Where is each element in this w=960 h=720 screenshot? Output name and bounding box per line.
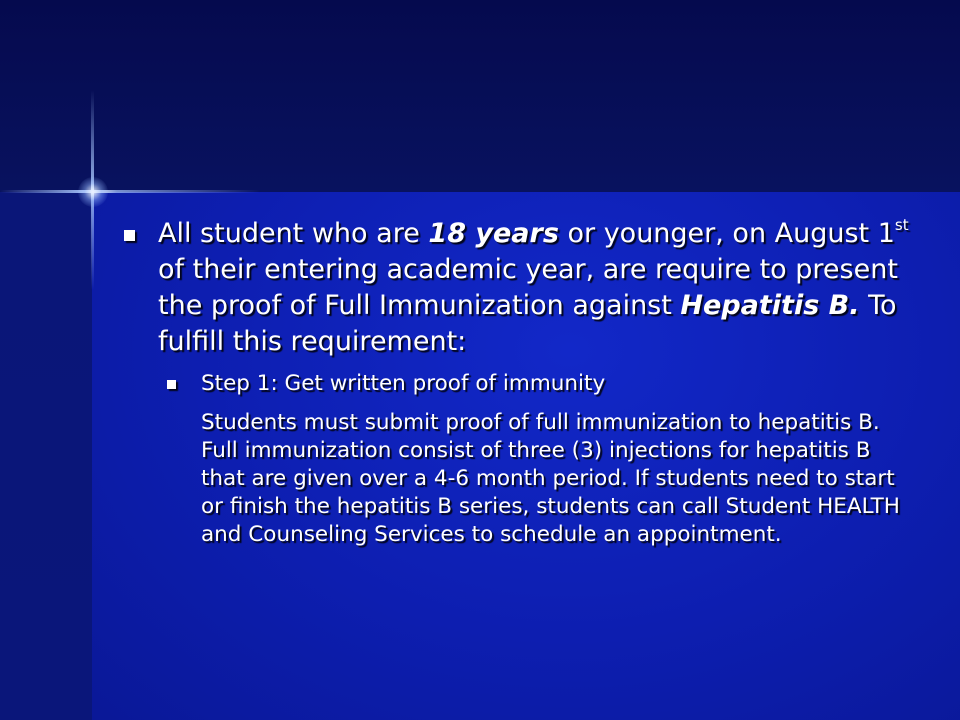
age-emphasis: 18 years — [428, 218, 559, 249]
background-left-strip — [0, 192, 92, 720]
bullet-requirement-text: To fulfill this requirement: — [158, 290, 897, 357]
background-top-band — [0, 0, 960, 192]
bullet-step-1 — [164, 370, 920, 397]
step-1-label: Step 1: Get written proof of immunity — [201, 371, 606, 396]
bullet-requirement — [120, 216, 920, 360]
bullet-requirement-text: or younger, on August 1 — [558, 218, 895, 249]
light-flare-glow — [78, 177, 108, 207]
light-flare-horizontal — [0, 190, 260, 193]
step-1-description: Students must submit proof of full immunization to hepatitis B. Full immunization consist of three (3) injections for hepatitis B that are given over a 4-6 month period. If students need to start or finish the hepatitis B series, students can call Student HEALTH and Counseling Services to schedule an appointment. — [201, 410, 900, 547]
square-bullet-icon — [167, 380, 176, 389]
bullet-requirement-text: All student who are — [158, 218, 429, 249]
hepatitis-emphasis: Hepatitis B. — [680, 290, 860, 321]
slide-content — [120, 216, 920, 549]
ordinal-superscript: st — [894, 216, 909, 234]
square-bullet-icon — [124, 230, 135, 241]
bullet-requirement-text: of their entering academic year, are require to present the proof of Full Immunization against — [158, 254, 898, 321]
